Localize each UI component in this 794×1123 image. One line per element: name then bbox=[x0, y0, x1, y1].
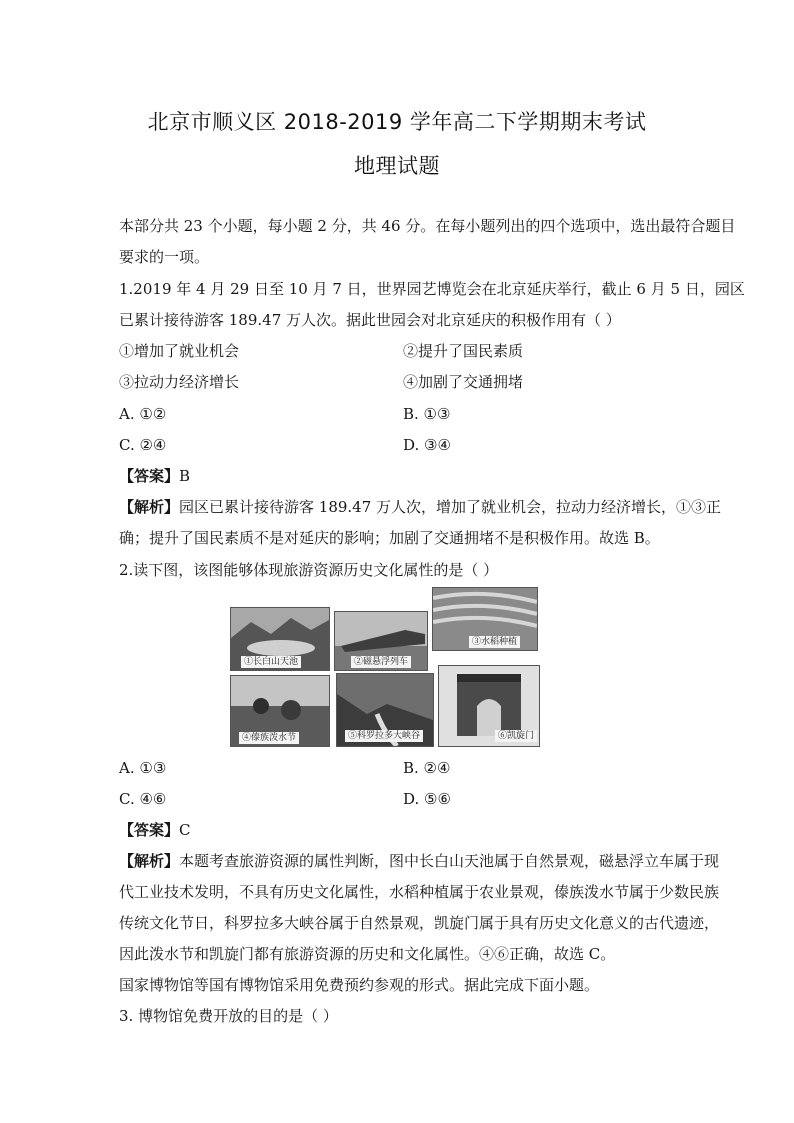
q1-item-1: ①增加了就业机会 bbox=[119, 342, 240, 360]
q2-analysis-3: 传统文化节日，科罗拉多大峡谷属于自然景观，凯旋门属于具有历史文化意义的古代遗迹， bbox=[119, 914, 720, 932]
q2-option-a: A. ①③ bbox=[119, 759, 167, 777]
q3-stem: 3. 博物馆免费开放的目的是（ ） bbox=[119, 1007, 338, 1025]
q2-analysis-4: 因此泼水节和凯旋门都有旅游资源的历史和文化属性。④⑥正确，故选 C。 bbox=[119, 945, 616, 963]
q1-analysis-1 bbox=[119, 497, 722, 517]
caption-6: ⑥凯旋门 bbox=[495, 730, 537, 742]
q1-option-a: A. ①② bbox=[119, 405, 167, 423]
photo-rice bbox=[432, 587, 538, 651]
q2-analysis-1 bbox=[119, 851, 720, 871]
document-subtitle: 地理试题 bbox=[354, 154, 440, 178]
q1-stem-1: 1.2019 年 4 月 29 日至 10 月 7 日，世界园艺博览会在北京延庆举行，截止 6 月 5 日，园区 bbox=[119, 280, 745, 298]
photo-tianchi bbox=[230, 607, 330, 671]
q1-analysis-2: 确；提升了国民素质不是对延庆的影响；加剧了交通拥堵不是积极作用。故选 B。 bbox=[119, 529, 660, 547]
intro-line-1: 本部分共 23 个小题，每小题 2 分，共 46 分。在每小题列出的四个选项中，选出最符合题目 bbox=[119, 217, 736, 235]
q2-analysis-text-1: 本题考查旅游资源的属性判断，图中长白山天池属于自然景观，磁悬浮立车属于现 bbox=[179, 852, 720, 870]
q1-stem-2: 已累计接待游客 189.47 万人次。据此世园会对北京延庆的积极作用有（ ） bbox=[119, 311, 621, 329]
caption-2: ②磁悬浮列车 bbox=[351, 656, 411, 668]
q1-option-b: B. ①③ bbox=[403, 405, 451, 423]
q2-answer-label: 【答案】 bbox=[119, 821, 180, 839]
q2-answer-value: C bbox=[179, 821, 191, 839]
caption-1: ①长白山天池 bbox=[241, 656, 301, 668]
document-title: 北京市顺义区 2018-2019 学年高二下学期期末考试 bbox=[147, 110, 647, 134]
q1-option-d: D. ③④ bbox=[403, 436, 451, 454]
q2-analysis-label: 【解析】 bbox=[119, 852, 180, 870]
q2-stem: 2.读下图，该图能够体现旅游资源历史文化属性的是（ ） bbox=[119, 561, 499, 579]
q1-item-2: ②提升了国民素质 bbox=[403, 342, 524, 360]
q1-option-c: C. ②④ bbox=[119, 436, 167, 454]
q1-analysis-text-1: 园区已累计接待游客 189.47 万人次，增加了就业机会，拉动力经济增长，①③正 bbox=[179, 498, 722, 516]
photo-maglev bbox=[334, 611, 428, 671]
caption-3: ③水稻种植 bbox=[469, 636, 520, 648]
photo-canyon bbox=[336, 673, 434, 747]
q2-answer bbox=[119, 820, 679, 840]
q2-analysis-2: 代工业技术发明，不具有历史文化属性，水稻种植属于农业景观，傣族泼水节属于少数民族 bbox=[119, 883, 720, 901]
q1-answer-label: 【答案】 bbox=[119, 467, 180, 485]
q1-analysis-label: 【解析】 bbox=[119, 498, 180, 516]
intro-line-2: 要求的一项。 bbox=[119, 248, 210, 266]
q1-answer-value: B bbox=[179, 467, 191, 485]
photo-water-festival bbox=[230, 675, 330, 747]
q2-option-b: B. ②④ bbox=[403, 759, 451, 777]
q2-option-d: D. ⑤⑥ bbox=[403, 790, 451, 808]
caption-5: ⑤科罗拉多大峡谷 bbox=[345, 730, 423, 742]
caption-4: ④傣族泼水节 bbox=[239, 732, 299, 744]
material-text: 国家博物馆等国有博物馆采用免费预约参观的形式。据此完成下面小题。 bbox=[119, 976, 600, 994]
q2-option-c: C. ④⑥ bbox=[119, 790, 167, 808]
photo-arc bbox=[438, 665, 540, 747]
q1-answer bbox=[119, 466, 679, 486]
q1-item-3: ③拉动力经济增长 bbox=[119, 373, 240, 391]
tourism-figure bbox=[222, 583, 544, 751]
q1-item-4: ④加剧了交通拥堵 bbox=[403, 373, 524, 391]
